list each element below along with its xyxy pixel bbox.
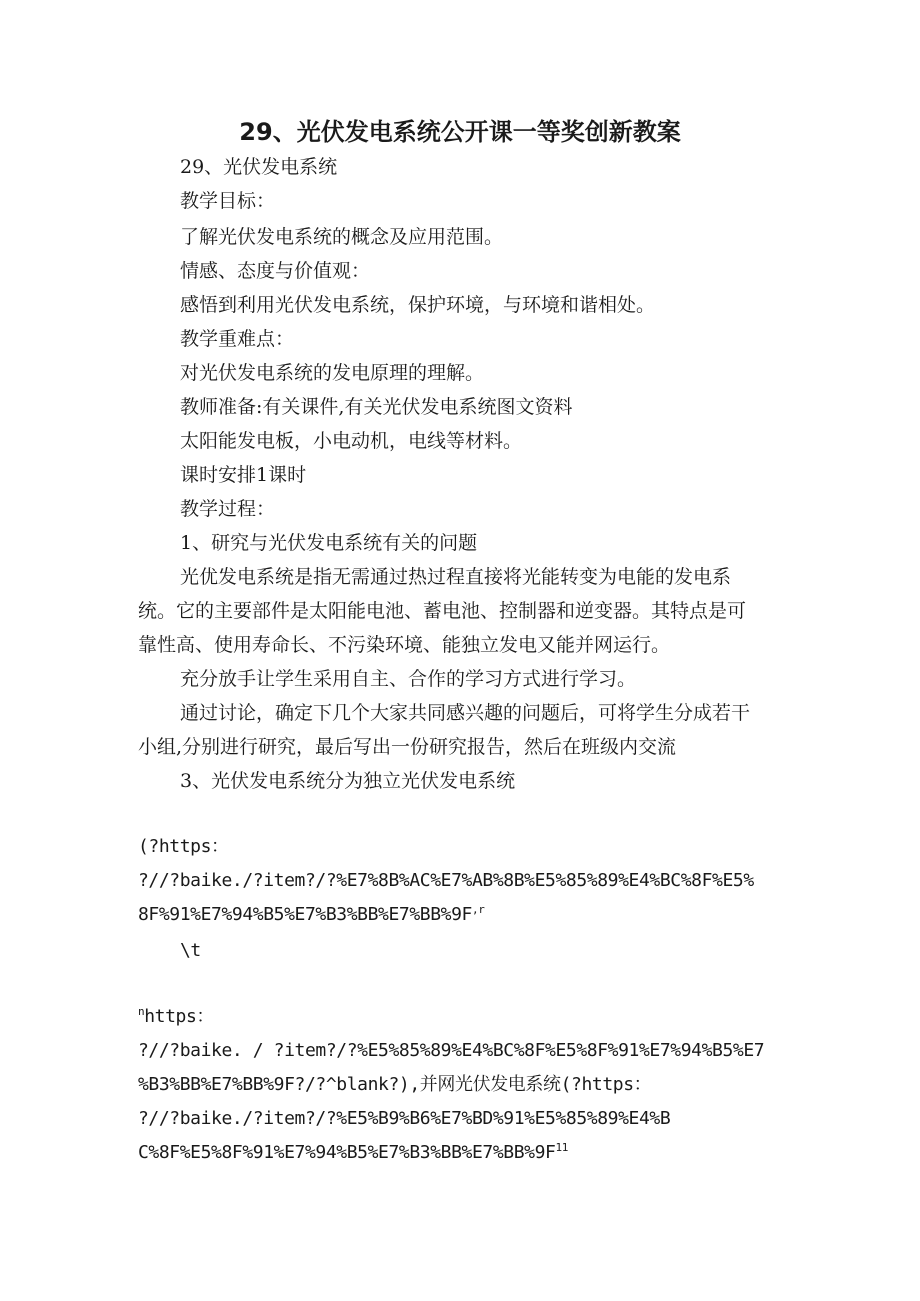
link-text: ?//?baike./?item?/?%E5%B9%B6%E7%BD%91%E5%85%89%E4%B (138, 1108, 671, 1129)
link-text (138, 1004, 214, 1030)
link-text-part: 8F%91%E7%94%B5%E7%B3%BB%E7%BB%9F (138, 904, 472, 925)
link-text-part: C%8F%E5%8F%91%E7%94%B5%E7%B3%BB%E7%BB%9F (138, 1142, 556, 1163)
link-text: %B3%BB%E7%BB%9F?/?^blank?),并网光伏发电系统(?https： (138, 1074, 652, 1095)
paragraph-line: 靠性高、使用寿命长、不污染环境、能独立发电又能并网运行。 (138, 634, 671, 656)
text-line: 教学过程： (180, 498, 276, 520)
superscript: ,r (471, 903, 485, 916)
paragraph-line: 通过讨论，确定下几个大家共同感兴趣的问题后，可将学生分成若干 (180, 702, 751, 724)
section-heading: 3、光伏发电系统分为独立光伏发电系统 (180, 770, 516, 792)
text-line: 情感、态度与价值观： (180, 260, 371, 282)
link-text (138, 902, 484, 928)
text-line: 1、研究与光伏发电系统有关的问题 (180, 532, 478, 554)
escape-text: \t (180, 940, 201, 961)
paragraph-line: 小组,分别进行研究，最后写出一份研究报告，然后在班级内交流 (138, 736, 677, 758)
text-line: 对光伏发电系统的发电原理的理解。 (180, 362, 485, 384)
link-text (138, 1140, 568, 1166)
paragraph-line: 统。它的主要部件是太阳能电池、蓄电池、控制器和逆变器。其特点是可 (138, 600, 747, 622)
superscript: n (138, 1005, 145, 1018)
text-line: 教学目标： (180, 190, 276, 212)
link-text: ?//?baike./?item?/?%E7%8B%AC%E7%AB%8B%E5%85%89%E4%BC%8F%E5% (138, 870, 754, 891)
paragraph-line: 充分放手让学生采用自主、合作的学习方式进行学习。 (180, 668, 637, 690)
superscript: 11 (555, 1141, 568, 1154)
text-line: 太阳能发电板，小电动机，电线等材料。 (180, 430, 523, 452)
text-line: 29、光伏发电系统 (180, 156, 338, 178)
text-line: 课时安排1课时 (180, 464, 307, 486)
link-text: ?//?baike. / ?item?/?%E5%85%89%E4%BC%8F%E5%8F%91%E7%94%B5%E7 (138, 1040, 765, 1061)
text-line: 教学重难点： (180, 328, 295, 350)
link-text-part: https： (144, 1006, 215, 1027)
paragraph-line: 光优发电系统是指无需通过热过程直接将光能转变为电能的发电系 (180, 566, 732, 588)
text-line: 教师准备:有关课件,有关光伏发电系统图文资料 (180, 396, 573, 418)
text-line: 感悟到利用光伏发电系统，保护环境，与环境和谐相处。 (180, 294, 656, 316)
text-line: 了解光伏发电系统的概念及应用范围。 (180, 226, 504, 248)
document-title: 29、光伏发电系统公开课一等奖创新教案 (239, 118, 681, 146)
link-text: (?https： (138, 836, 229, 857)
